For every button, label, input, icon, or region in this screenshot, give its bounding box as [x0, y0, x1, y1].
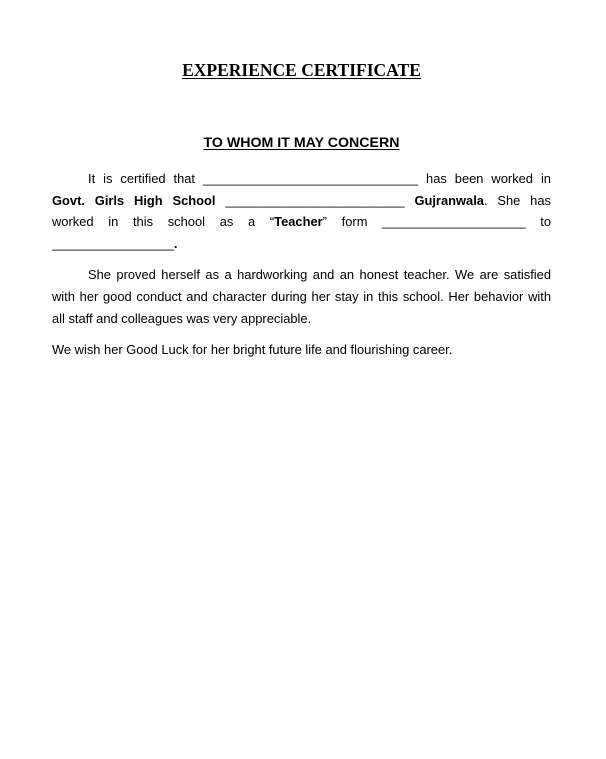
- certification-paragraph: [52, 168, 551, 254]
- to-text: to: [540, 214, 551, 230]
- wishes-paragraph: We wish her Good Luck for her bright future life and flourishing career.: [52, 342, 453, 358]
- school-name: Govt. Girls High School: [52, 192, 216, 208]
- form-text: ” form: [322, 214, 368, 230]
- city-name: Gujranwala: [414, 192, 484, 208]
- name-blank: ______________________________: [202, 171, 419, 186]
- has-worked-text: has been worked in: [426, 171, 551, 186]
- salutation-heading: TO WHOM IT MAY CONCERN: [203, 135, 400, 151]
- school-blank: _________________________: [225, 192, 405, 208]
- role-text: Teacher: [274, 214, 323, 230]
- certificate-title: EXPERIENCE CERTIFICATE: [182, 60, 421, 80]
- certificate-body: [52, 168, 551, 371]
- to-date-blank: _________________: [52, 235, 174, 251]
- conduct-paragraph: She proved herself as a hardworking and an honest teacher. We are satisfied with her good conduct and character during her stay in this school. Her behavior with all staff and colleagues was very appreciable.: [52, 267, 551, 326]
- she-has-worked-text: . She has worked in this school as a “: [52, 192, 551, 230]
- end-period: .: [173, 235, 178, 251]
- from-date-blank: ____________________: [382, 214, 526, 230]
- intro-text: It is certified that: [88, 171, 196, 186]
